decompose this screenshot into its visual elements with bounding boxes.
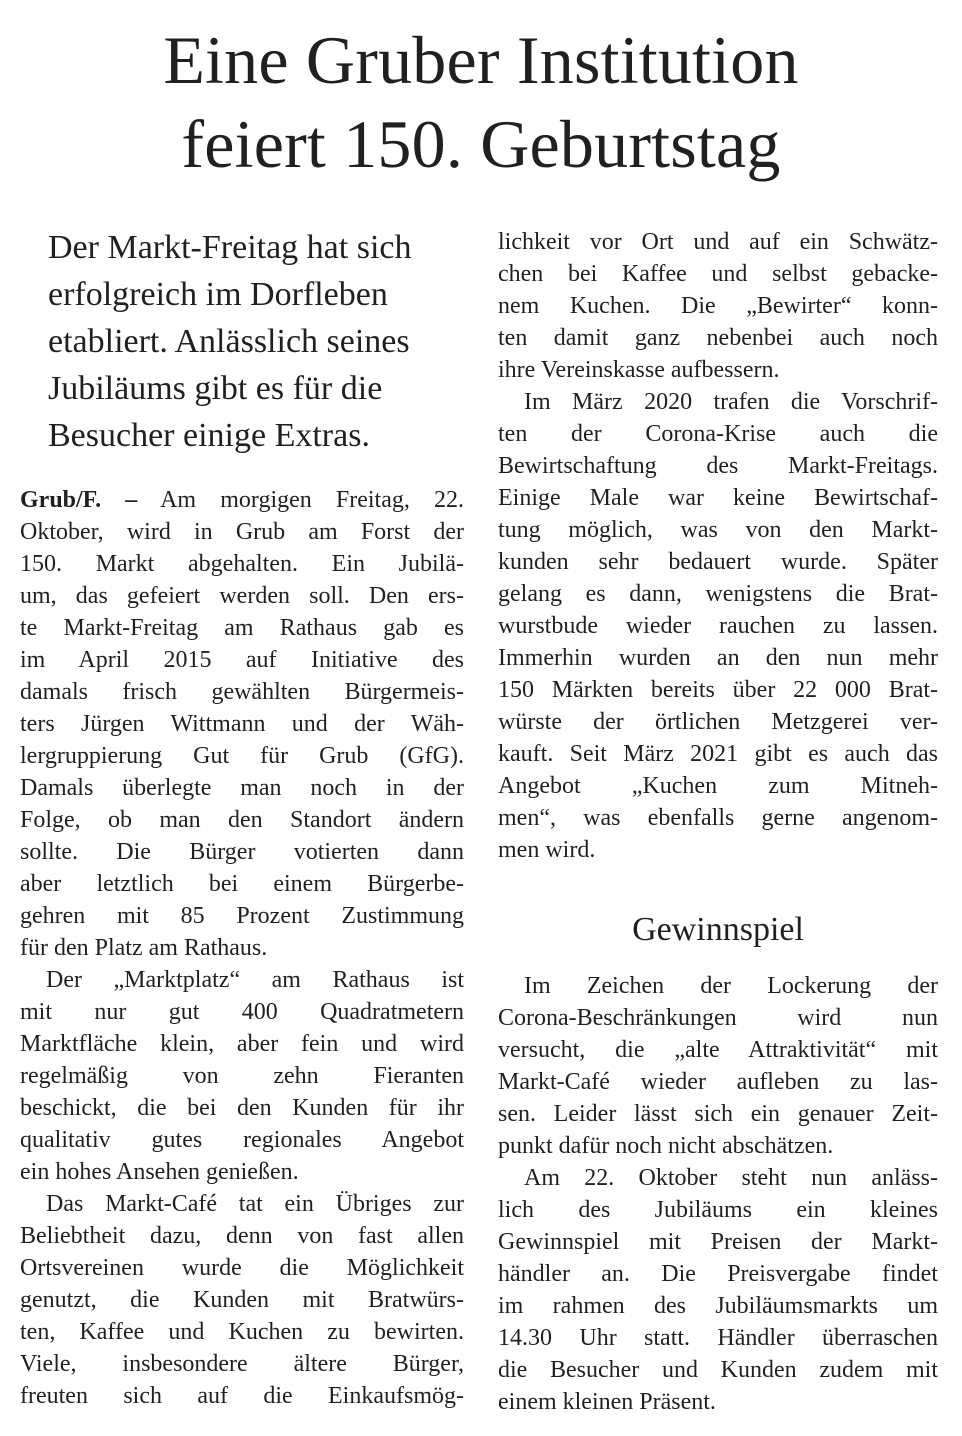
body-line: tung möglich, was von den Markt-	[498, 517, 938, 543]
body-line: qualitativ gutes regionales Angebot	[20, 1127, 464, 1153]
body-line: beschickt, die bei den Kunden für ihr	[20, 1095, 464, 1121]
body-line: ten, Kaffee und Kuchen zu bewirten.	[20, 1319, 464, 1345]
body-line: Corona-Beschränkungen wird nun	[498, 1005, 938, 1031]
body-line: nem Kuchen. Die „Bewirter“ konn-	[498, 293, 938, 319]
body-line: 150 Märkten bereits über 22 000 Brat-	[498, 677, 938, 703]
body-line: genutzt, die Kunden mit Bratwürs-	[20, 1287, 464, 1313]
body-line: kunden sehr bedauert wurde. Später	[498, 549, 938, 575]
body-line: um, das gefeiert werden soll. Den ers-	[20, 583, 464, 609]
body-line: Bewirtschaftung des Markt-Freitags.	[498, 453, 938, 479]
body-line: te Markt-Freitag am Rathaus gab es	[20, 615, 464, 641]
body-line: ters Jürgen Wittmann und der Wäh-	[20, 711, 464, 737]
body-line: Im März 2020 trafen die Vorschrif-	[524, 389, 938, 415]
body-line: mit nur gut 400 Quadratmetern	[20, 999, 464, 1025]
lead-line: Der Markt-Freitag hat sich	[48, 229, 412, 266]
body-line: Das Markt-Café tat ein Übriges zur	[46, 1191, 464, 1217]
body-line-text: Am morgigen Freitag, 22.	[137, 487, 465, 513]
body-line: einem kleinen Präsent.	[498, 1389, 716, 1415]
body-line: sollte. Die Bürger votierten dann	[20, 839, 464, 865]
body-line: kauft. Seit März 2021 gibt es auch das	[498, 741, 938, 767]
article-headline	[0, 18, 962, 186]
body-line: händler an. Die Preisvergabe findet	[498, 1261, 938, 1287]
body-line: punkt dafür noch nicht abschätzen.	[498, 1133, 834, 1159]
lead-line: Besucher einige Extras.	[48, 417, 370, 454]
body-line: freuten sich auf die Einkaufsmög-	[20, 1383, 464, 1409]
body-line: lergruppierung Gut für Grub (GfG).	[20, 743, 464, 769]
body-line: Beliebtheit dazu, denn von fast allen	[20, 1223, 464, 1249]
lead-line: Jubiläums gibt es für die	[48, 370, 383, 407]
body-line: Oktober, wird in Grub am Forst der	[20, 519, 464, 545]
body-line: Ortsvereinen wurde die Möglichkeit	[20, 1255, 464, 1281]
body-line: Am 22. Oktober steht nun anläss-	[524, 1165, 938, 1191]
body-line: Einige Male war keine Bewirtschaf-	[498, 485, 938, 511]
body-line: 150. Markt abgehalten. Ein Jubilä-	[20, 551, 464, 577]
body-line: men wird.	[498, 837, 596, 863]
body-line: regelmäßig von zehn Fieranten	[20, 1063, 464, 1089]
lead-line: erfolgreich im Dorfleben	[48, 276, 388, 313]
body-line: die Besucher und Kunden zudem mit	[498, 1357, 938, 1383]
headline-line-2: feiert 150. Geburtstag	[181, 106, 781, 182]
headline-line-1: Eine Gruber Institution	[163, 22, 799, 98]
body-line: für den Platz am Rathaus.	[20, 935, 268, 961]
body-line: damals frisch gewählten Bürgermeis-	[20, 679, 464, 705]
body-line: aber letztlich bei einem Bürgerbe-	[20, 871, 464, 897]
body-column-right-bottom	[498, 970, 938, 1418]
body-column-left	[20, 484, 464, 1412]
body-line	[20, 484, 464, 516]
section-subhead: Gewinnspiel	[632, 911, 804, 948]
body-line: 14.30 Uhr statt. Händler überraschen	[498, 1325, 938, 1351]
lead-line: etabliert. Anlässlich seines	[48, 323, 410, 360]
body-line: Im Zeichen der Lockerung der	[524, 973, 938, 999]
body-line: ten der Corona-Krise auch die	[498, 421, 938, 447]
body-line: ein hohes Ansehen genießen.	[20, 1159, 299, 1185]
body-line: lichkeit vor Ort und auf ein Schwätz-	[498, 229, 938, 255]
body-line: Markt-Café wieder aufleben zu las-	[498, 1069, 938, 1095]
body-line: im rahmen des Jubiläumsmarkts um	[498, 1293, 938, 1319]
body-line: gelang es dann, wenigstens die Brat-	[498, 581, 938, 607]
body-line: lich des Jubiläums ein kleines	[498, 1197, 938, 1223]
dateline: Grub/F. –	[20, 487, 138, 513]
body-line: Marktfläche klein, aber fein und wird	[20, 1031, 464, 1057]
body-line: ihre Vereinskasse aufbessern.	[498, 357, 780, 383]
body-line: würste der örtlichen Metzgerei ver-	[498, 709, 938, 735]
body-column-right-top	[498, 226, 938, 866]
body-line: wurstbude wieder rauchen zu lassen.	[498, 613, 938, 639]
body-line: Immerhin wurden an den nun mehr	[498, 645, 938, 671]
article-lead	[48, 224, 453, 459]
body-line: Viele, insbesondere ältere Bürger,	[20, 1351, 464, 1377]
body-line: im April 2015 auf Initiative des	[20, 647, 464, 673]
body-line: Damals überlegte man noch in der	[20, 775, 464, 801]
body-line: Gewinnspiel mit Preisen der Markt-	[498, 1229, 938, 1255]
body-line: Angebot „Kuchen zum Mitneh-	[498, 773, 938, 799]
body-line: Der „Marktplatz“ am Rathaus ist	[46, 967, 464, 993]
body-line: ten damit ganz nebenbei auch noch	[498, 325, 938, 351]
body-line: sen. Leider lässt sich ein genauer Zeit-	[498, 1101, 938, 1127]
body-line: chen bei Kaffee und selbst gebacke-	[498, 261, 938, 287]
body-line: men“, was ebenfalls gerne angenom-	[498, 805, 938, 831]
body-line: versucht, die „alte Attraktivität“ mit	[498, 1037, 938, 1063]
body-line: gehren mit 85 Prozent Zustimmung	[20, 903, 464, 929]
body-line: Folge, ob man den Standort ändern	[20, 807, 464, 833]
